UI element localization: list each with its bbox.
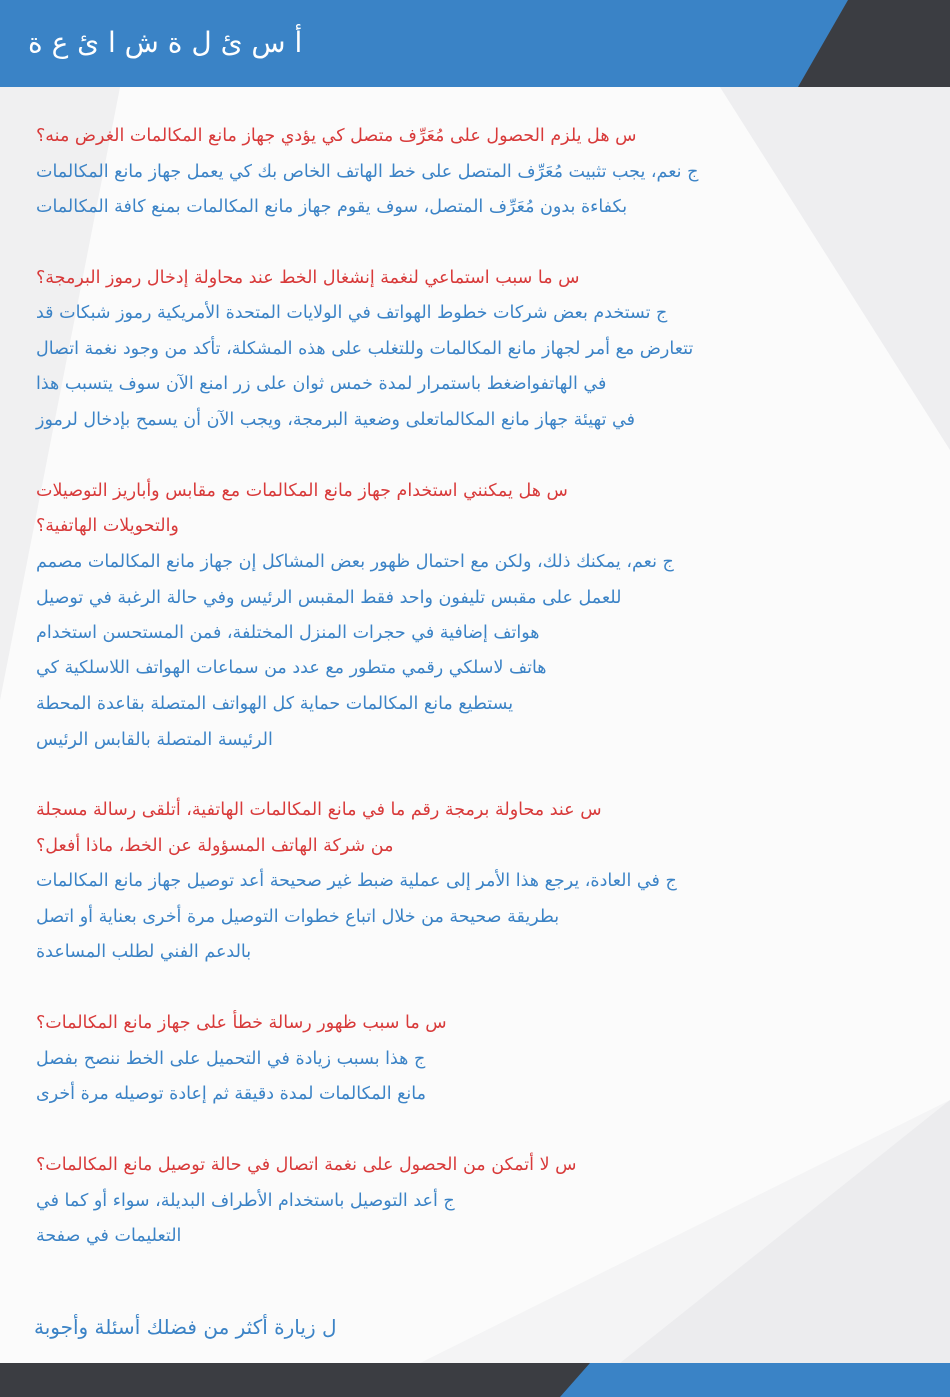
faq-answer: ج نعم، يجب تثبيت مُعَرِّف المتصل على خط الهاتف الخاص بك كي يعمل جهاز مانع المكالمات <box>36 162 699 182</box>
faq-answer: ج في العادة، يرجع هذا الأمر إلى عملية ضبط غير صحيحة أعد توصيل جهاز مانع المكالمات <box>36 871 677 891</box>
faq-answer: للعمل على مقبس تليفون واحد فقط المقبس الرئيس وفي حالة الرغبة في توصيل <box>36 588 622 608</box>
footer-accent <box>560 1363 950 1397</box>
faq-answer: ج هذا بسبب زيادة في التحميل على الخط ننصح بفصل <box>36 1049 426 1069</box>
faq-answer: في تهيئة جهاز مانع المكالماتعلى وضعية البرمجة، ويجب الآن أن يسمح بإدخال لرموز <box>36 410 635 430</box>
faq-answer: ج أعد التوصيل باستخدام الأطراف البديلة، سواء أو كما في <box>36 1191 455 1211</box>
faq-answer: تتعارض مع أمر لجهاز مانع المكالمات وللتغلب على هذه المشكلة، تأكد من وجود نغمة اتصال <box>36 339 694 359</box>
faq-answer: يستطيع مانع المكالمات حماية كل الهواتف المتصلة بقاعدة المحطة <box>36 694 514 714</box>
faq-answer: الرئيسة المتصلة بالقابس الرئيس <box>36 730 273 750</box>
faq-answer: بالدعم الفني لطلب المساعدة <box>36 942 252 962</box>
faq-answer: في الهاتفواضغط باستمرار لمدة خمس ثوان على زر امنع الآن سوف يتسبب هذا <box>36 374 607 394</box>
faq-answer: ج نعم، يمكنك ذلك، ولكن مع احتمال ظهور بعض المشاكل إن جهاز مانع المكالمات مصمم <box>36 552 674 572</box>
faq-answer: هواتف إضافية في حجرات المنزل المختلفة، فمن المستحسن استخدام <box>36 623 540 643</box>
faq-question: س هل يلزم الحصول على مُعَرِّف متصل كي يؤدي جهاز مانع المكالمات الغرض منه؟ <box>36 126 637 146</box>
faq-answer: التعليمات في صفحة <box>36 1226 182 1246</box>
faq-answer: ج تستخدم بعض شركات خطوط الهواتف في الولايات المتحدة الأمريكية رموز شبكات قد <box>36 303 668 323</box>
faq-question: س هل يمكنني استخدام جهاز مانع المكالمات مع مقابس وأباريز التوصيلات <box>36 481 568 501</box>
faq-question: س لا أتمكن من الحصول على نغمة اتصال في حالة توصيل مانع المكالمات؟ <box>36 1155 577 1175</box>
faq-question: س عند محاولة برمجة رقم ما في مانع المكالمات الهاتفية، أتلقى رسالة مسجلة <box>36 800 602 820</box>
faq-question: من شركة الهاتف المسؤولة عن الخط، ماذا أفعل؟ <box>36 836 394 856</box>
faq-question: س ما سبب استماعي لنغمة إنشغال الخط عند محاولة إدخال رموز البرمجة؟ <box>36 268 580 288</box>
faq-answer: هاتف لاسلكي رقمي متطور مع عدد من سماعات الهواتف اللاسلكية كي <box>36 658 547 678</box>
faq-answer: بطريقة صحيحة من خلال اتباع خطوات التوصيل مرة أخرى بعناية أو اتصل <box>36 907 560 927</box>
faq-question: والتحويلات الهاتفية؟ <box>36 516 179 536</box>
faq-question: س ما سبب ظهور رسالة خطأ على جهاز مانع المكالمات؟ <box>36 1013 447 1033</box>
faq-answer: مانع المكالمات لمدة دقيقة ثم إعادة توصيله مرة أخرى <box>36 1084 427 1104</box>
page-title: أ س ئ ل ة ش ا ئ ع ة <box>28 26 303 59</box>
footer-note: ل زيارة أكثر من فضلك أسئلة وأجوبة <box>34 1315 337 1339</box>
faq-answer: بكفاءة بدون مُعَرِّف المتصل، سوف يقوم جهاز مانع المكالمات بمنع كافة المكالمات <box>36 197 628 217</box>
